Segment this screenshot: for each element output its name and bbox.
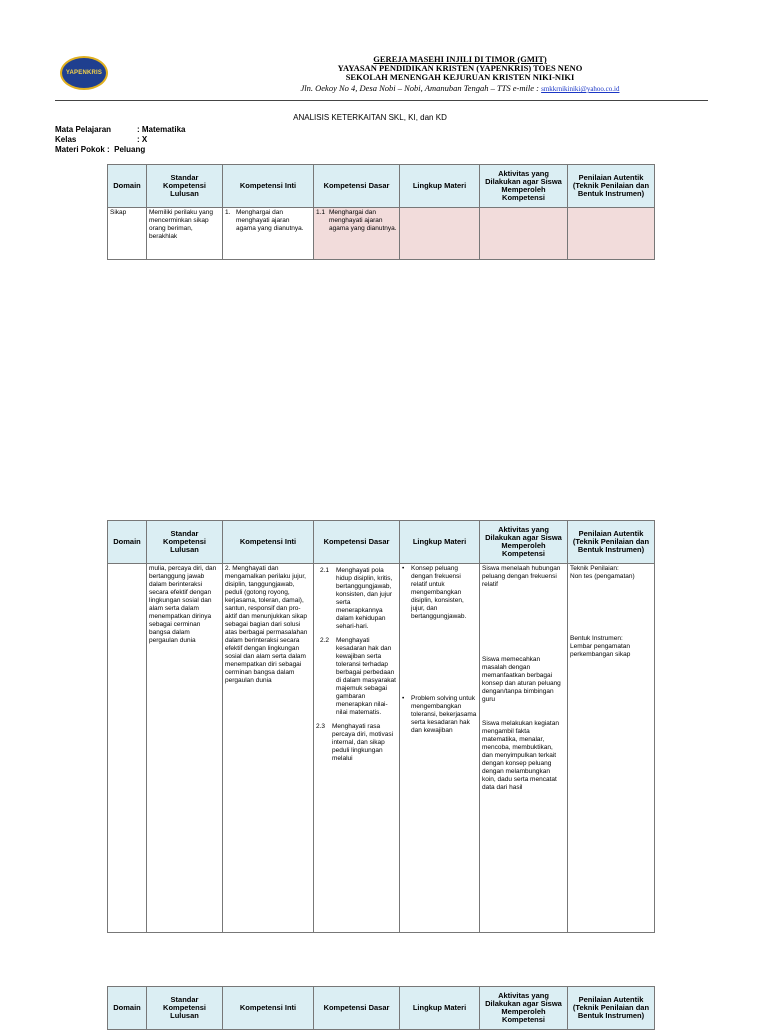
header-lingkup: Lingkup Materi [400, 521, 480, 564]
table-header-row [108, 521, 655, 564]
meta-mapel-label: Mata Pelajaran [55, 125, 112, 134]
cell-aktivitas [480, 208, 568, 260]
cell-ki [223, 208, 314, 260]
kd-number: 1.1 [316, 209, 326, 216]
email-link[interactable]: smkkrnikiniki@yahoo.co.id [541, 85, 620, 93]
letterhead-line1: GEREJA MASEHI INJILI DI TIMOR (GMIT) [373, 54, 547, 64]
meta-kelas [55, 135, 147, 144]
header-aktivitas: Aktivitas yang Dilakukan agar Siswa Memperoleh Kompetensi [480, 165, 568, 208]
letterhead-line3: SEKOLAH MENENGAH KEJURUAN KRISTEN NIKI-NIKI [345, 72, 575, 82]
meta-mapel-value: : Matematika [137, 125, 186, 134]
letterhead-address [190, 84, 730, 94]
letterhead-rule [55, 100, 708, 101]
header-lingkup: Lingkup Materi [400, 987, 480, 1030]
school-logo [60, 56, 108, 90]
kd-item [316, 723, 397, 763]
kd-text: Menghayati kesadaran hak dan kewajiban serta toleransi terhadap berbagai perbedaan di dalam masyarakat majemuk sebagai gambaran menerapkan nilai-nilai matematis. [336, 637, 396, 716]
header-ki: Kompetensi Inti [223, 987, 314, 1030]
table-header-row [108, 987, 655, 1030]
header-domain: Domain [108, 165, 147, 208]
analysis-table-3 [107, 986, 655, 1030]
cell-domain [108, 564, 147, 933]
meta-kelas-value: : X [137, 135, 148, 144]
logo-text: YAPENKRIS [65, 70, 103, 76]
header-lingkup: Lingkup Materi [400, 165, 480, 208]
header-kd: Kompetensi Dasar [314, 165, 400, 208]
header-skl: Standar Kompetensi Lulusan [147, 987, 223, 1030]
aktivitas-item: Siswa memecahkan masalah dengan memanfaatkan berbagai konsep dan aturan peluang dengan/tanpa bimbingan guru [482, 656, 561, 703]
penilaian-bentuk-label: Bentuk Instrumen: [570, 635, 623, 642]
cell-aktivitas [480, 564, 568, 933]
kd-number: 2.3 [316, 723, 326, 730]
cell-skl: mulia, percaya diri, dan bertanggung jawab dalam berinteraksi secara efektif dengan lingkungan sosial dan alam serta dalam menempatkan dirinya sebagai cerminan bangsa dalam pergaulan dunia [147, 564, 223, 933]
cell-kd [314, 564, 400, 933]
cell-penilaian [568, 208, 655, 260]
meta-materi-value: : Peluang [104, 145, 146, 154]
cell-ki: 2. Menghayati dan mengamalkan perilaku jujur, disiplin, tanggungjawab, peduli (gotong royong, kerjasama, toleran, damai), santun, responsif dan pro-aktif dan menunjukkan sikap sebagai bagian dari solusi atas berbagai permasalahan dalam berinteraksi secara efektif dengan lingkungan sosial dan alam serta dalam menempatkan diri sebagai cerminan bangsa dalam pergaulan dunia [223, 564, 314, 933]
header-aktivitas: Aktivitas yang Dilakukan agar Siswa Memperoleh Kompetensi [480, 987, 568, 1030]
header-penilaian: Penilaian Autentik (Teknik Penilaian dan Bentuk Instrumen) [568, 987, 655, 1030]
header-penilaian: Penilaian Autentik (Teknik Penilaian dan Bentuk Instrumen) [568, 165, 655, 208]
meta-kelas-label: Kelas [55, 135, 77, 144]
cell-lingkup [400, 208, 480, 260]
header-ki: Kompetensi Inti [223, 165, 314, 208]
analysis-table-1 [107, 164, 655, 260]
table-header-row [108, 165, 655, 208]
lingkup-item: • Problem solving untuk mengembangkan toleransi, bekerjasama serta kesadaran hak dan kewajiban [402, 695, 477, 735]
kd-item [320, 637, 397, 717]
kd-text: Menghayati pola hidup disiplin, kritis, bertanggungjawab, konsisten, dan jujur serta menerapkannya dalam kehidupan sehari-hari. [336, 567, 393, 630]
penilaian-bentuk-value: Lembar pengamatan perkembangan sikap [570, 643, 631, 658]
document-title: ANALISIS KETERKAITAN SKL, KI, dan KD [293, 113, 447, 122]
cell-skl: Memiliki perilaku yang mencerminkan sikap orang beriman, berakhlak [147, 208, 223, 260]
kd-item [320, 567, 397, 631]
cell-penilaian [568, 564, 655, 933]
header-domain: Domain [108, 521, 147, 564]
aktivitas-item: Siswa menelaah hubungan peluang dengan frekuensi relatif [482, 565, 561, 588]
table-row [108, 208, 655, 260]
header-kd: Kompetensi Dasar [314, 521, 400, 564]
kd-text: Menghargai dan menghayati ajaran agama yang dianutnya. [329, 209, 397, 232]
meta-materi [55, 145, 145, 154]
header-aktivitas: Aktivitas yang Dilakukan agar Siswa Memperoleh Kompetensi [480, 521, 568, 564]
analysis-table-2 [107, 520, 655, 933]
header-ki: Kompetensi Inti [223, 521, 314, 564]
table-row [108, 564, 655, 933]
penilaian-teknik-value: Non tes (pengamatan) [570, 573, 635, 580]
aktivitas-item: Siswa melakukan kegiatan mengambil fakta matematika, menalar, mencoba, membuktikan, dan menyimpulkan terkait dengan konsep peluang dengan melambungkan koin, dadu serta mencatat data dari hasil [482, 720, 559, 791]
header-skl: Standar Kompetensi Lulusan [147, 165, 223, 208]
meta-materi-label: Materi Pokok [55, 145, 105, 154]
kd-number: 2.1 [320, 567, 330, 574]
meta-mapel [55, 125, 185, 134]
lingkup-item: • Konsep peluang dengan frekuensi relatif untuk mengembangkan disiplin, konsisten, jujur, dan bertanggungjawab. [402, 565, 477, 621]
kd-number: 2.2 [320, 637, 330, 644]
penilaian-teknik-label: Teknik Penilaian: [570, 565, 619, 572]
ki-number: 1. [225, 209, 231, 216]
header-kd: Kompetensi Dasar [314, 987, 400, 1030]
address-text: Jln. Oekoy No 4, Desa Nobi – Nobi, Amanuban Tengah – TTS e-mile : [300, 83, 542, 93]
kd-text: Menghayati rasa percaya diri, motivasi internal, dan sikap peduli lingkungan melalui [332, 723, 394, 762]
ki-text: Menghargai dan menghayati ajaran agama yang dianutnya. [236, 209, 304, 232]
header-skl: Standar Kompetensi Lulusan [147, 521, 223, 564]
cell-domain: Sikap [108, 208, 147, 260]
cell-kd [314, 208, 400, 260]
header-domain: Domain [108, 987, 147, 1030]
header-penilaian: Penilaian Autentik (Teknik Penilaian dan Bentuk Instrumen) [568, 521, 655, 564]
cell-lingkup [400, 564, 480, 933]
letterhead-line2: YAYASAN PENDIDIKAN KRISTEN (YAPENKRIS) TOES NENO [337, 63, 583, 73]
